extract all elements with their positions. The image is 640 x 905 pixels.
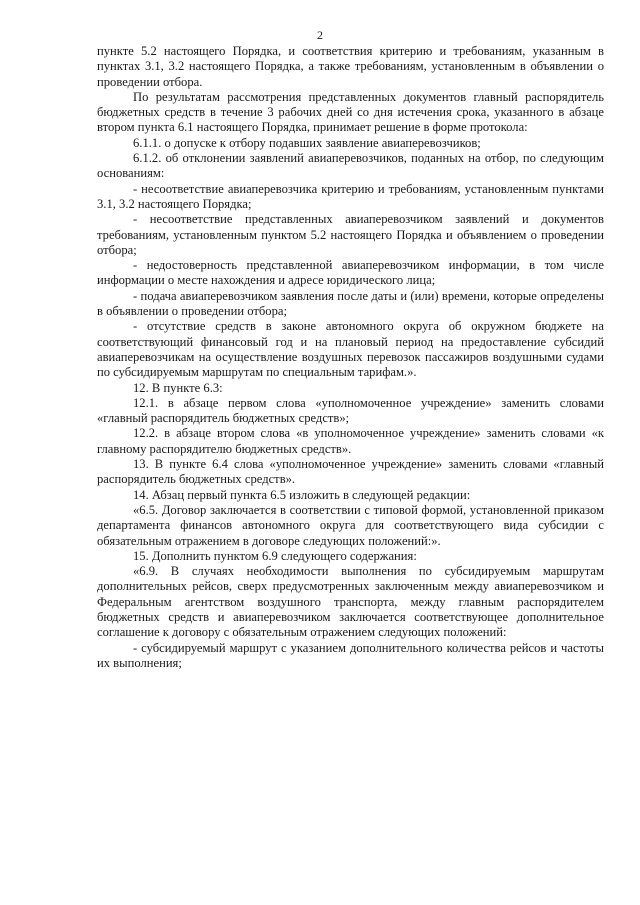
- paragraph: 14. Абзац первый пункта 6.5 изложить в следующей редакции:: [133, 487, 471, 502]
- paragraph: - субсидируемый маршрут с указанием дополнительного количества рейсов и частоты их выполнения;: [97, 640, 604, 670]
- paragraph: 12.1. в абзаце первом слова «уполномоченное учреждение» заменить словами «главный распорядитель бюджетных средств»;: [97, 395, 604, 426]
- paragraph: 15. Дополнить пунктом 6.9 следующего содержания:: [133, 548, 417, 563]
- paragraph: - недостоверность представленной авиаперевозчиком информации, в том числе информации о месте нахождения и адресе юридического лица;: [97, 258, 604, 288]
- paragraph: - отсутствие средств в законе автономного округа об окружном бюджете на соответствующий финансовый год и на плановый период на предоставление субсидий авиаперевозчикам на осуществление воздушных перевозок пассажиров воздушными судами по субсидируемым маршрутам по специальным тарифам.».: [97, 319, 604, 380]
- paragraph: 6.1.1. о допуске к отбору подавших заявление авиаперевозчиков;: [133, 135, 481, 150]
- paragraph: «6.5. Договор заключается в соответствии с типовой формой, установленной приказом департамента финансов автономного округа для соответствующего вида субсидии с обязательным отражением в договоре следующих положений:».: [97, 502, 604, 548]
- paragraph: - несоответствие авиаперевозчика критерию и требованиям, установленным пунктами 3.1, 3.2 настоящего Порядка;: [97, 181, 604, 211]
- paragraph: «6.9. В случаях необходимости выполнения по субсидируемым маршрутам дополнительных рейсов, сверх предусмотренных заключенным между авиаперевозчиком и Федеральным агентством воздушного транспорта, между главным распорядителем бюджетных средств и авиаперевозчиком заключается соответствующее дополнительное соглашение к договору с обязательным отражением следующих положений:: [97, 564, 604, 640]
- paragraph: 13. В пункте 6.4 слова «уполномоченное учреждение» заменить словами «главный распорядитель бюджетных средств».: [97, 457, 604, 487]
- paragraph: пункте 5.2 настоящего Порядка, и соответствия критерию и требованиям, указанным в пунктах 3.1, 3.2 настоящего Порядка, а также требованиям, установленным в объявлении о проведении отбора.: [97, 44, 604, 89]
- paragraph: - несоответствие представленных авиаперевозчиком заявлений и документов требованиям, установленным пунктом 5.2 настоящего Порядка и объявлением о проведении отбора;: [97, 212, 604, 257]
- paragraph: По результатам рассмотрения представленных документов главный распорядитель бюджетных средств в течение 3 рабочих дней со дня истечения срока, указанного в абзаце втором пункта 6.1 настоящего Порядка, принимает решение в форме протокола:: [97, 89, 604, 135]
- page-number: 2: [317, 28, 323, 42]
- paragraph: 6.1.2. об отклонении заявлений авиаперевозчиков, поданных на отбор, по следующим основаниям:: [97, 151, 604, 181]
- paragraph: 12.2. в абзаце втором слова «в уполномоченное учреждение» заменить словами «к главному распорядителю бюджетных средств».: [97, 426, 604, 456]
- document-body: [97, 44, 604, 671]
- paragraph: 12. В пункте 6.3:: [133, 380, 223, 395]
- paragraph: - подача авиаперевозчиком заявления после даты и (или) времени, которые определены в объявлении о проведении отбора;: [97, 288, 604, 319]
